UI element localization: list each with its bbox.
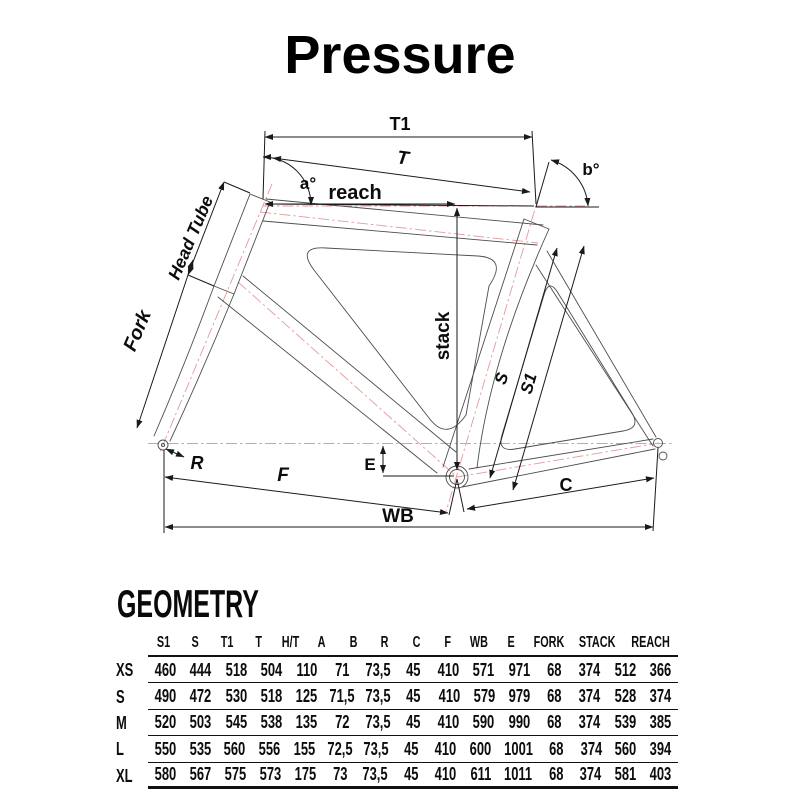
table-row-m [108, 710, 678, 736]
row-label: M [116, 711, 127, 733]
table-cell: 68 [547, 658, 562, 680]
table-cell: 600 [469, 737, 492, 759]
table-cell: 1011 [504, 763, 533, 785]
table-cell: 374 [578, 658, 601, 680]
table-cell: 990 [508, 711, 531, 733]
table-cell: 590 [473, 711, 495, 733]
table-cell: 394 [649, 737, 672, 759]
table-cell: 385 [649, 711, 672, 733]
table-cell: 374 [580, 737, 602, 759]
dim-s1 [513, 246, 584, 490]
header-spacer [108, 631, 148, 657]
table-cell: 175 [294, 763, 316, 785]
dim-f [165, 477, 464, 515]
section-heading: GEOMETRY [117, 583, 259, 626]
table-cell: 155 [293, 737, 316, 759]
page-title: Pressure [284, 25, 516, 85]
table-cell: 460 [154, 658, 177, 680]
label-e: E [364, 455, 376, 474]
column-header: FORK [533, 634, 565, 651]
row-label: L [116, 738, 124, 760]
table-cell: 579 [473, 685, 496, 707]
column-header: STACK [578, 634, 616, 651]
table-cell: 110 [296, 658, 318, 680]
table-cell: 581 [614, 763, 637, 785]
table-row-l [108, 736, 678, 762]
table-cell: 45 [406, 711, 421, 733]
table-cell: 567 [189, 763, 212, 785]
column-header: T [255, 634, 262, 651]
table-cell: 374 [579, 685, 601, 707]
table-cell: 410 [435, 763, 457, 785]
label-reach: reach [328, 182, 382, 204]
table-cell: 45 [406, 658, 421, 680]
table-cell: 73,5 [365, 658, 391, 680]
table-cell: 530 [225, 685, 247, 707]
table-cell: 68 [549, 737, 564, 759]
column-header: C [412, 634, 421, 651]
table-cell: 73,5 [365, 685, 391, 707]
table-cell: 971 [508, 658, 531, 680]
table-cell: 45 [403, 763, 419, 785]
table-cell: 573 [259, 763, 281, 785]
column-header: R [380, 634, 389, 651]
geometry-table [108, 631, 678, 789]
column-header: H/T [281, 634, 299, 651]
table-cell: 72 [334, 711, 350, 733]
table-cell: 71 [334, 658, 350, 680]
table-cell: 68 [548, 763, 564, 785]
table-cell: 125 [295, 685, 318, 707]
label-stack: stack [433, 311, 454, 361]
row-label: XS [116, 659, 134, 681]
table-cell: 538 [260, 711, 283, 733]
label-b-angle: b° [582, 160, 600, 179]
column-header: T1 [220, 634, 234, 651]
table-row-xl [108, 763, 678, 789]
label-f: F [277, 465, 289, 486]
label-t1: T1 [389, 114, 411, 134]
table-cell: 73,5 [365, 711, 391, 733]
table-cell: 571 [473, 658, 495, 680]
table-cell: 490 [154, 685, 177, 707]
table-cell: 374 [579, 763, 602, 785]
centerlines [148, 184, 672, 512]
label-a-angle: a° [299, 174, 317, 193]
table-cell: 539 [614, 711, 636, 733]
table-cell: 72,5 [327, 737, 353, 759]
table-cell: 580 [154, 763, 177, 785]
table-cell: 410 [437, 711, 460, 733]
table-cell: 611 [470, 763, 492, 785]
label-c: C [559, 475, 573, 495]
dim-fork [137, 260, 193, 428]
table-cell: 560 [615, 737, 637, 759]
table-cell: 545 [225, 711, 248, 733]
table-cell: 550 [154, 737, 177, 759]
table-cell: 68 [547, 685, 562, 707]
table-cell: 374 [649, 685, 672, 707]
column-header: B [349, 634, 358, 651]
table-cell: 444 [190, 658, 212, 680]
column-header: A [317, 634, 326, 651]
table-cell: 560 [224, 737, 246, 759]
table-cell: 518 [260, 685, 283, 707]
dimension-labels [119, 114, 600, 527]
table-cell: 71,5 [329, 685, 355, 707]
dim-e [383, 446, 454, 476]
table-cell: 410 [438, 685, 460, 707]
table-cell: 410 [437, 658, 460, 680]
column-header: WB [470, 634, 489, 651]
table-cell: 45 [406, 685, 421, 707]
table-cell: 535 [189, 737, 211, 759]
label-wb: WB [382, 506, 414, 527]
label-s: S [491, 370, 513, 387]
table-cell: 504 [260, 658, 283, 680]
table-cell: 979 [508, 685, 531, 707]
table-cell: 73,5 [363, 737, 389, 759]
row-label: S [116, 685, 125, 707]
table-cell: 575 [224, 763, 247, 785]
column-header: F [444, 634, 452, 651]
table-cell: 366 [649, 658, 672, 680]
column-header: S [191, 634, 199, 651]
table-cell: 374 [578, 711, 601, 733]
table-cell: 503 [190, 711, 212, 733]
table-cell: 403 [649, 763, 672, 785]
table-cell: 512 [614, 658, 636, 680]
row-label: XL [116, 764, 133, 786]
section-heading-wrap [117, 583, 339, 626]
table-cell: 518 [225, 658, 248, 680]
table-cell: 73 [332, 763, 348, 785]
label-head-tube: Head Tube [163, 192, 218, 283]
table-row-s [108, 683, 678, 709]
column-header: E [507, 634, 515, 651]
column-header: S1 [157, 634, 171, 651]
table-header-row [108, 631, 678, 657]
table-cell: 45 [403, 737, 419, 759]
table-cell: 472 [190, 685, 212, 707]
dim-r [164, 449, 184, 533]
table-cell: 556 [258, 737, 281, 759]
table-cell: 68 [547, 711, 562, 733]
label-r: R [190, 453, 204, 473]
table-cell: 410 [434, 737, 457, 759]
label-fork: Fork [119, 306, 156, 355]
label-s1: S1 [516, 370, 541, 397]
table-cell: 1001 [504, 737, 533, 759]
table-cell: 520 [154, 711, 177, 733]
label-t: T [395, 147, 410, 170]
table-row-xs [108, 657, 678, 683]
table-cell: 73,5 [362, 763, 389, 785]
column-header: REACH [631, 634, 670, 651]
table-cell: 528 [614, 685, 636, 707]
table-cell: 135 [295, 711, 318, 733]
